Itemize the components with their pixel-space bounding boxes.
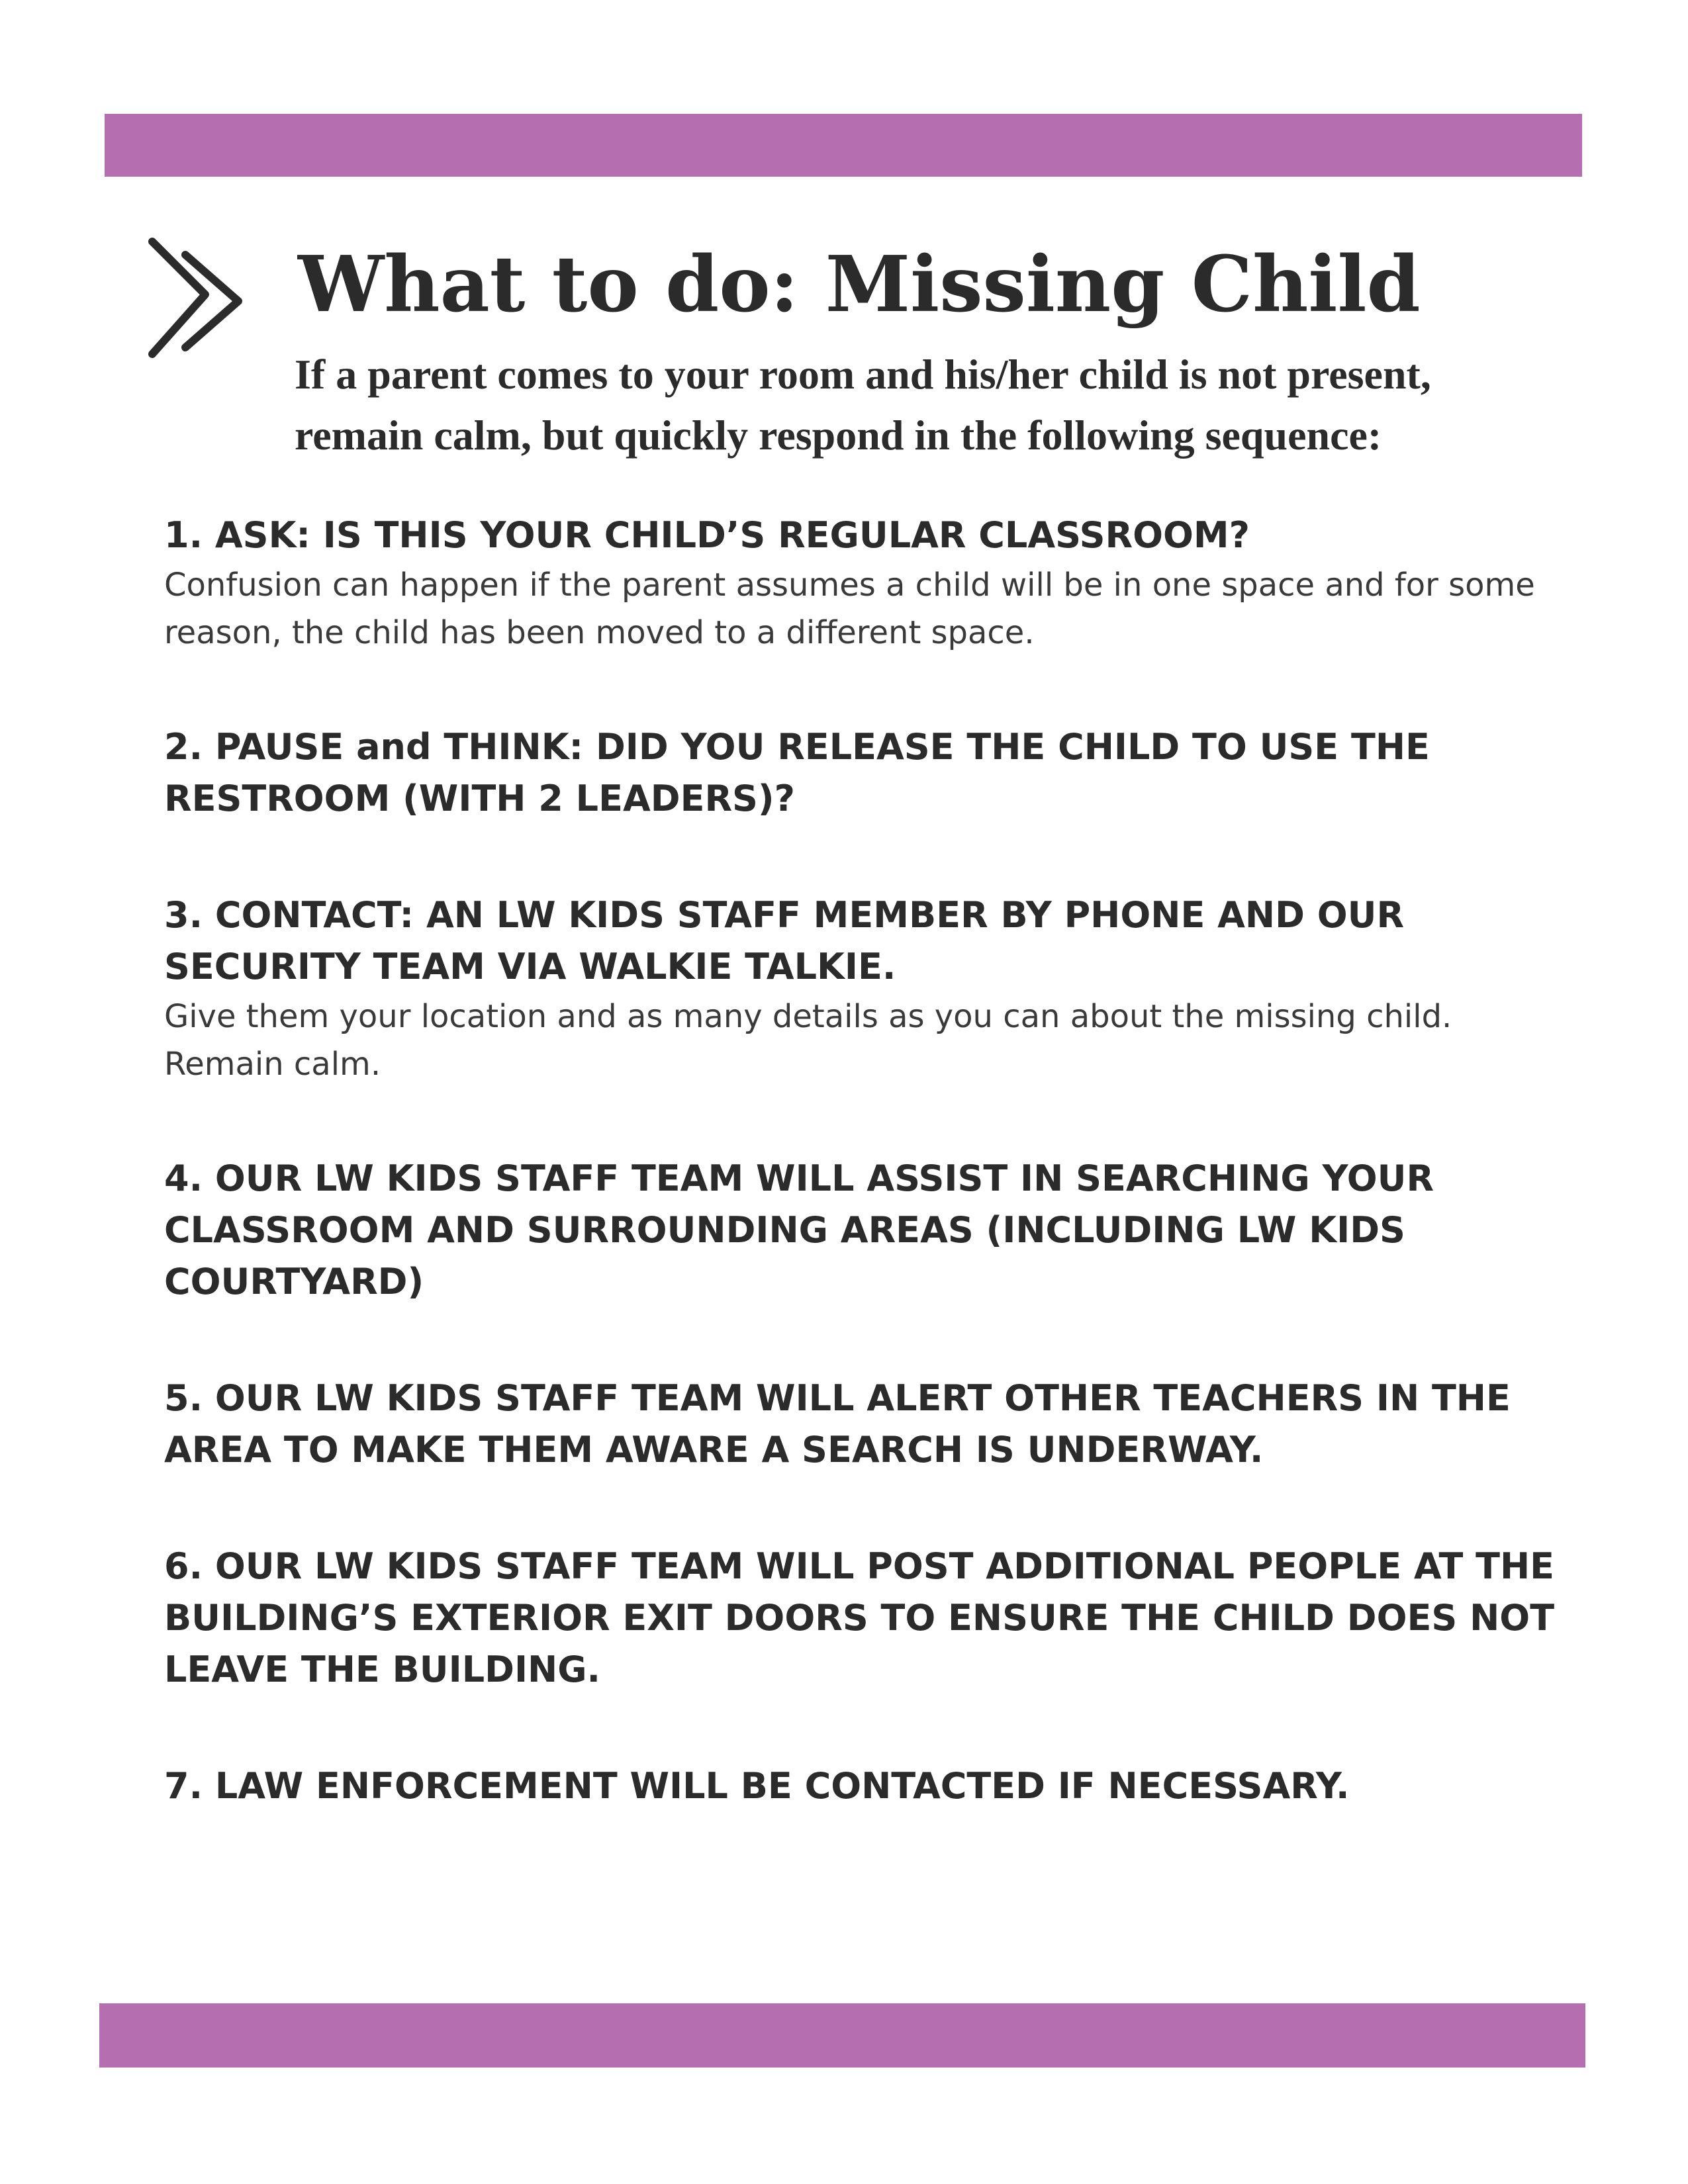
step-6: [164, 1541, 1574, 1696]
double-chevron-right-icon: [132, 228, 265, 374]
top-accent-bar: [105, 114, 1582, 177]
page-title: What to do: Missing Child: [298, 240, 1421, 330]
step-1: [164, 510, 1574, 657]
bottom-accent-bar: [99, 2003, 1585, 2068]
step-heading: 4. OUR LW KIDS STAFF TEAM WILL ASSIST IN SEARCHING YOUR CLASSROOM AND SURROUNDING AREAS (INCLUDING LW KIDS COURTYARD): [164, 1158, 1434, 1302]
page-subtitle: If a parent comes to your room and his/her child is not present, remain calm, but quickly respond in the following sequence:: [295, 351, 1431, 459]
step-body: Give them your location and as many details as you can about the missing child. Remain calm.: [164, 998, 1452, 1083]
step-2: [164, 721, 1574, 825]
step-body: Confusion can happen if the parent assumes a child will be in one space and for some reason, the child has been moved to a different space.: [164, 567, 1535, 651]
step-heading: 2. PAUSE and THINK: DID YOU RELEASE THE CHILD TO USE THE RESTROOM (WITH 2 LEADERS)?: [164, 726, 1430, 819]
step-3: [164, 889, 1574, 1088]
step-4: [164, 1153, 1574, 1308]
step-heading: 7. LAW ENFORCEMENT WILL BE CONTACTED IF NECESSARY.: [164, 1765, 1350, 1807]
step-7: [164, 1760, 1574, 1812]
step-heading: 6. OUR LW KIDS STAFF TEAM WILL POST ADDITIONAL PEOPLE AT THE BUILDING’S EXTERIOR EXIT DOORS TO ENSURE THE CHILD DOES NOT LEAVE THE BUILDING.: [164, 1545, 1555, 1690]
step-heading: 5. OUR LW KIDS STAFF TEAM WILL ALERT OTHER TEACHERS IN THE AREA TO MAKE THEM AWARE A SEARCH IS UNDERWAY.: [164, 1377, 1511, 1471]
step-5: [164, 1373, 1574, 1476]
steps-list: [164, 510, 1574, 1812]
step-heading: 3. CONTACT: AN LW KIDS STAFF MEMBER BY PHONE AND OUR SECURITY TEAM VIA WALKIE TALKIE.: [164, 894, 1405, 987]
step-heading: 1. ASK: IS THIS YOUR CHILD’S REGULAR CLASSROOM?: [164, 514, 1250, 556]
